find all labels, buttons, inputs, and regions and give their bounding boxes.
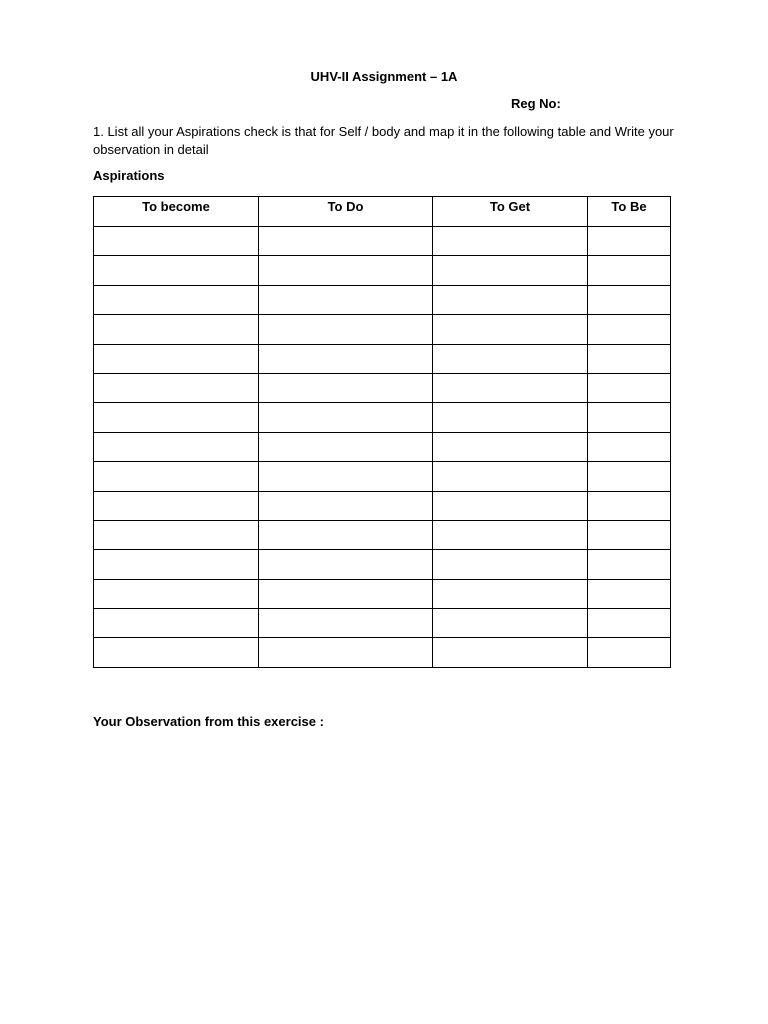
reg-no-label: Reg No: xyxy=(511,96,561,111)
table-cell-to-become xyxy=(94,256,259,285)
table-cell-to-do xyxy=(259,344,433,373)
table-cell-to-do xyxy=(259,432,433,461)
table-row xyxy=(94,491,671,520)
column-header-to-become: To become xyxy=(94,197,259,227)
table-cell-to-do xyxy=(259,315,433,344)
table-row xyxy=(94,638,671,667)
table-cell-to-become xyxy=(94,373,259,402)
table-cell-to-be xyxy=(588,315,671,344)
table-cell-to-become xyxy=(94,315,259,344)
table-cell-to-be xyxy=(588,520,671,549)
table-cell-to-get xyxy=(433,550,588,579)
table-cell-to-be xyxy=(588,491,671,520)
table-row xyxy=(94,609,671,638)
table-cell-to-get xyxy=(433,285,588,314)
table-cell-to-get xyxy=(433,491,588,520)
table-cell-to-get xyxy=(433,462,588,491)
table-row xyxy=(94,227,671,256)
table-cell-to-be xyxy=(588,403,671,432)
table-body xyxy=(94,227,671,668)
table-cell-to-be xyxy=(588,638,671,667)
table-cell-to-get xyxy=(433,432,588,461)
table-cell-to-become xyxy=(94,550,259,579)
document-title: UHV-II Assignment – 1A xyxy=(310,69,458,84)
column-header-to-get: To Get xyxy=(433,197,588,227)
table-cell-to-get xyxy=(433,403,588,432)
aspirations-table xyxy=(93,196,671,668)
table-row xyxy=(94,520,671,549)
table-cell-to-be xyxy=(588,462,671,491)
table-cell-to-become xyxy=(94,285,259,314)
table-row xyxy=(94,579,671,608)
table-cell-to-become xyxy=(94,344,259,373)
table-cell-to-get xyxy=(433,256,588,285)
table-cell-to-get xyxy=(433,344,588,373)
table-cell-to-become xyxy=(94,432,259,461)
table-cell-to-become xyxy=(94,491,259,520)
table-cell-to-get xyxy=(433,520,588,549)
observation-label: Your Observation from this exercise : xyxy=(93,714,324,729)
table-row xyxy=(94,373,671,402)
table-cell-to-do xyxy=(259,256,433,285)
table-cell-to-do xyxy=(259,403,433,432)
table-cell-to-become xyxy=(94,638,259,667)
table-cell-to-become xyxy=(94,403,259,432)
aspirations-table-container xyxy=(93,196,670,668)
aspirations-heading: Aspirations xyxy=(93,168,165,183)
table-cell-to-do xyxy=(259,638,433,667)
table-header-row xyxy=(94,197,671,227)
table-cell-to-be xyxy=(588,285,671,314)
instruction-text: 1. List all your Aspirations check is that for Self / body and map it in the following table and Write your observation in detail xyxy=(93,124,674,157)
table-row xyxy=(94,403,671,432)
table-row xyxy=(94,285,671,314)
table-cell-to-do xyxy=(259,609,433,638)
table-cell-to-become xyxy=(94,520,259,549)
column-header-to-be: To Be xyxy=(588,197,671,227)
table-cell-to-be xyxy=(588,550,671,579)
table-cell-to-do xyxy=(259,579,433,608)
table-cell-to-become xyxy=(94,227,259,256)
table-cell-to-do xyxy=(259,227,433,256)
table-cell-to-be xyxy=(588,432,671,461)
table-cell-to-become xyxy=(94,579,259,608)
table-cell-to-get xyxy=(433,373,588,402)
table-row xyxy=(94,432,671,461)
table-cell-to-be xyxy=(588,579,671,608)
table-cell-to-be xyxy=(588,609,671,638)
table-cell-to-get xyxy=(433,315,588,344)
table-row xyxy=(94,550,671,579)
table-row xyxy=(94,315,671,344)
table-cell-to-do xyxy=(259,520,433,549)
column-header-to-do: To Do xyxy=(259,197,433,227)
table-row xyxy=(94,344,671,373)
table-cell-to-do xyxy=(259,373,433,402)
table-cell-to-become xyxy=(94,462,259,491)
table-cell-to-do xyxy=(259,462,433,491)
table-cell-to-be xyxy=(588,227,671,256)
table-row xyxy=(94,256,671,285)
table-cell-to-get xyxy=(433,227,588,256)
table-row xyxy=(94,462,671,491)
table-cell-to-do xyxy=(259,285,433,314)
table-cell-to-get xyxy=(433,609,588,638)
table-cell-to-be xyxy=(588,373,671,402)
table-cell-to-be xyxy=(588,256,671,285)
table-cell-to-get xyxy=(433,579,588,608)
table-cell-to-do xyxy=(259,550,433,579)
table-cell-to-get xyxy=(433,638,588,667)
table-cell-to-be xyxy=(588,344,671,373)
table-cell-to-become xyxy=(94,609,259,638)
table-cell-to-do xyxy=(259,491,433,520)
